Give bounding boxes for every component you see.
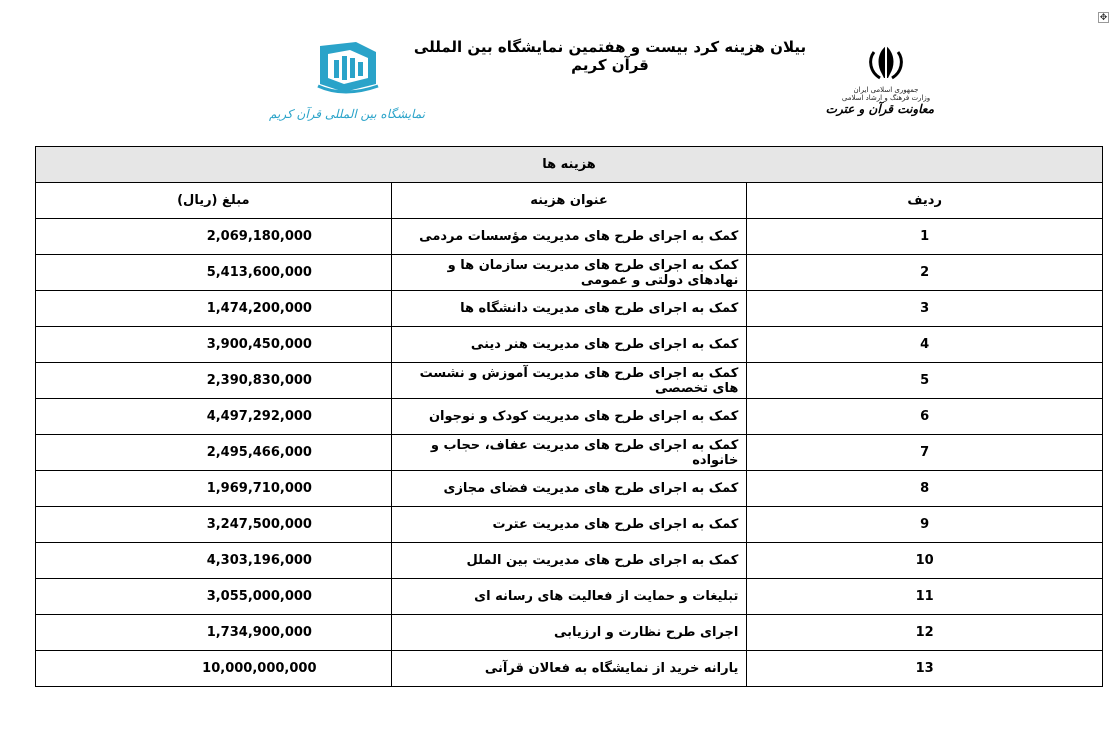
table-row (36, 651, 1103, 687)
row-amount-cell (36, 435, 392, 471)
row-title: کمک به اجرای طرح های مدیریت سازمان ها و نهادهای دولتی و عمومی (391, 255, 747, 291)
row-index: 12 (747, 615, 1103, 651)
row-amount-cell (36, 255, 392, 291)
row-title: کمک به اجرای طرح های مدیریت بین الملل (391, 543, 747, 579)
row-index: 4 (747, 327, 1103, 363)
row-index: 10 (747, 543, 1103, 579)
header-index: ردیف (747, 183, 1103, 219)
row-index: 13 (747, 651, 1103, 687)
table-row (36, 291, 1103, 327)
row-amount: 2,069,180,000 (206, 229, 312, 244)
exhibition-logo (269, 40, 425, 132)
document-title: بیلان هزینه کرد بیست و هفتمین نمایشگاه بین المللی قرآن کریم (413, 38, 807, 74)
row-amount-cell (36, 363, 392, 399)
row-title: اجرای طرح نظارت و ارزیابی (391, 615, 747, 651)
row-amount: 1,474,200,000 (206, 301, 312, 316)
iran-emblem-icon (838, 42, 934, 82)
ministry-country-line: جمهوری اسلامی ایران (853, 86, 919, 94)
table-row (36, 579, 1103, 615)
table-row (36, 399, 1103, 435)
row-amount-cell (36, 291, 392, 327)
row-title: کمک به اجرای طرح های مدیریت عترت (391, 507, 747, 543)
row-amount-cell (36, 615, 392, 651)
table-row (36, 507, 1103, 543)
row-amount-cell (36, 507, 392, 543)
row-index: 2 (747, 255, 1103, 291)
table-row (36, 615, 1103, 651)
header-title: عنوان هزینه (391, 183, 747, 219)
exhibition-logo-mark-icon (269, 40, 425, 132)
row-title: کمک به اجرای طرح های مدیریت فضای مجازی (391, 471, 747, 507)
row-index: 11 (747, 579, 1103, 615)
ministry-emblem (825, 42, 934, 134)
row-amount-cell (36, 219, 392, 255)
row-amount: 4,497,292,000 (206, 409, 312, 424)
table-header-row (36, 183, 1103, 219)
row-title: کمک به اجرای طرح های مدیریت آموزش و نشست های تخصصی (391, 363, 747, 399)
header-amount: مبلغ (ریال) (36, 183, 392, 219)
row-index: 7 (747, 435, 1103, 471)
row-amount: 5,413,600,000 (206, 265, 312, 280)
row-title: کمک به اجرای طرح های مدیریت عفاف، حجاب و خانواده (391, 435, 747, 471)
table-row (36, 543, 1103, 579)
ministry-name-line: وزارت فرهنگ و ارشاد اسلامی (841, 94, 931, 102)
table-row (36, 219, 1103, 255)
row-amount: 2,390,830,000 (206, 373, 312, 388)
row-index: 8 (747, 471, 1103, 507)
row-amount: 4,303,196,000 (206, 553, 312, 568)
row-index: 3 (747, 291, 1103, 327)
row-index: 9 (747, 507, 1103, 543)
row-title: تبلیغات و حمایت از فعالیت های رسانه ای (391, 579, 747, 615)
row-amount-cell (36, 471, 392, 507)
row-amount: 3,247,500,000 (206, 517, 312, 532)
row-title: کمک به اجرای طرح های مدیریت کودک و نوجوان (391, 399, 747, 435)
row-index: 6 (747, 399, 1103, 435)
row-amount-cell (36, 399, 392, 435)
row-amount: 3,900,450,000 (206, 337, 312, 352)
costs-table (35, 146, 1103, 687)
row-title: کمک به اجرای طرح های مدیریت مؤسسات مردمی (391, 219, 747, 255)
table-row (36, 363, 1103, 399)
row-amount-cell (36, 543, 392, 579)
svg-text:نمایشگاه بین المللی قرآن کریم: نمایشگاه بین المللی قرآن کریم (269, 107, 425, 121)
table-row (36, 327, 1103, 363)
row-amount-cell (36, 327, 392, 363)
row-amount: 3,055,000,000 (206, 589, 312, 604)
row-amount: 2,495,466,000 (206, 445, 312, 460)
table-row (36, 255, 1103, 291)
row-index: 1 (747, 219, 1103, 255)
section-label: هزینه ها (36, 147, 1103, 183)
row-amount: 10,000,000,000 (202, 661, 317, 676)
table-row (36, 435, 1103, 471)
table-section-header (36, 147, 1103, 183)
row-title: یارانه خرید از نمایشگاه به فعالان قرآنی (391, 651, 747, 687)
row-amount-cell (36, 579, 392, 615)
table-move-handle-icon[interactable]: ✥ (1099, 13, 1108, 23)
row-title: کمک به اجرای طرح های مدیریت هنر دینی (391, 327, 747, 363)
table-row (36, 471, 1103, 507)
row-amount-cell (36, 651, 392, 687)
row-title: کمک به اجرای طرح های مدیریت دانشگاه ها (391, 291, 747, 327)
row-amount: 1,969,710,000 (206, 481, 312, 496)
row-amount: 1,734,900,000 (206, 625, 312, 640)
row-index: 5 (747, 363, 1103, 399)
ministry-deputy-line: معاونت قرآن و عترت (825, 102, 934, 116)
